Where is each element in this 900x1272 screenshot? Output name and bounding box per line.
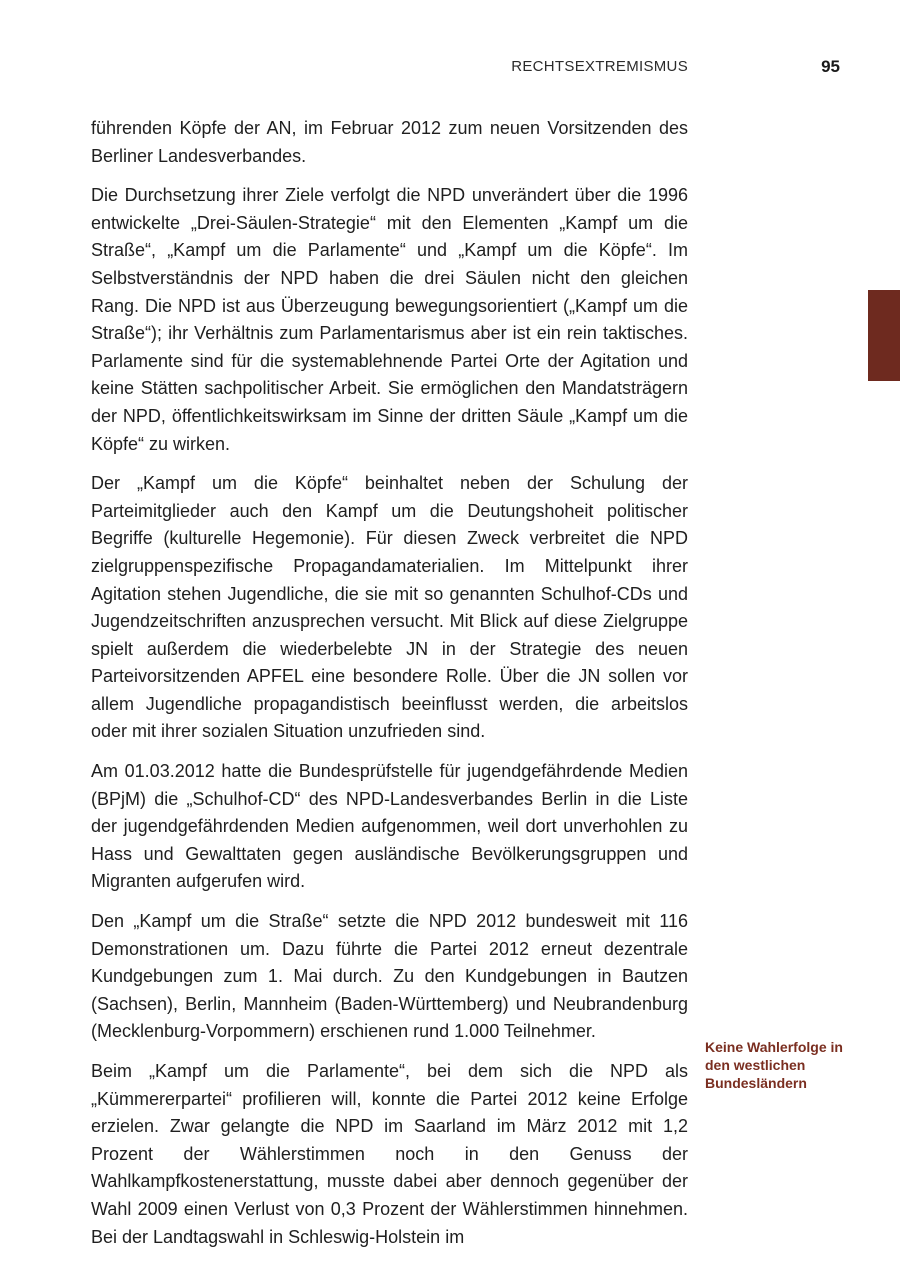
running-head: RECHTSEXTREMISMUS [511,58,688,75]
page-number: 95 [821,57,840,76]
body-text [91,115,688,1263]
margin-note: Keine Wahlerfolge in den westlichen Bundesländern [705,1039,843,1091]
thumb-index-tab [868,290,900,381]
paragraph: Der „Kampf um die Köpfe“ beinhaltet neben der Schulung der Parteimitglieder auch den Kampf um die Deutungshoheit politischer Begriffe (kulturelle Hegemonie). Für diesen Zweck verbreitet die NPD zielgruppenspezifische Propagandamaterialien. Im Mittelpunkt ihrer Agitation stehen Jugendliche, die sie mit so genannten Schulhof-CDs und Jugendzeitschriften anzusprechen versucht. Mit Blick auf diese Zielgruppe spielt außerdem die wiederbelebte JN in der Strategie des neuen Parteivorsitzenden APFEL eine besondere Rolle. Über die JN sollen vor allem Jugendliche propagandistisch beeinflusst werden, die arbeitslos oder mit ihrer sozialen Situation unzufrieden sind. [91,473,688,742]
paragraph: führenden Köpfe der AN, im Februar 2012 zum neuen Vorsitzenden des Berliner Landesverbandes. [91,118,688,166]
paragraph: Die Durchsetzung ihrer Ziele verfolgt die NPD unverändert über die 1996 entwickelte „Drei-Säulen-Strategie“ mit den Elementen „Kampf um die Straße“, „Kampf um die Parlamente“ und „Kampf um die Köpfe“. Im Selbstverständnis der NPD haben die drei Säulen nicht den gleichen Rang. Die NPD ist aus Überzeugung bewegungsorientiert („Kampf um die Straße“); ihr Verhältnis zum Parlamentarismus aber ist ein rein taktisches. Parlamente sind für die systemablehnende Partei Orte der Agitation und keine Stätten sachpolitischer Arbeit. Sie ermöglichen den Mandatsträgern der NPD, öffentlichkeitswirksam im Sinne der dritten Säule „Kampf um die Köpfe“ zu wirken. [91,185,688,454]
paragraph: Am 01.03.2012 hatte die Bundesprüfstelle für jugendgefährdende Medien (BPjM) die „Schulhof-CD“ des NPD-Landesverbandes Berlin in die Liste der jugendgefährdenden Medien aufgenommen, weil dort unverhohlen zu Hass und Gewalttaten gegen ausländische Bevölkerungsgruppen und Migranten aufgerufen wird. [91,761,688,892]
paragraph: Den „Kampf um die Straße“ setzte die NPD 2012 bundesweit mit 116 Demonstrationen um. Dazu führte die Partei 2012 erneut dezentrale Kundgebungen zum 1. Mai durch. Zu den Kundgebungen in Bautzen (Sachsen), Berlin, Mannheim (Baden-Württemberg) und Neubrandenburg (Mecklenburg-Vorpommern) erschienen rund 1.000 Teilnehmer. [91,911,688,1042]
paragraph: Beim „Kampf um die Parlamente“, bei dem sich die NPD als „Kümmererpartei“ profilieren will, konnte die Partei 2012 keine Erfolge erzielen. Zwar gelangte die NPD im Saarland im März 2012 mit 1,2 Prozent der Wählerstimmen noch in den Genuss der Wahlkampfkostenerstattung, musste dabei aber dennoch gegenüber der Wahl 2009 einen Verlust von 0,3 Prozent der Wählerstimmen hinnehmen. Bei der Landtagswahl in Schleswig-Holstein im [91,1061,688,1247]
